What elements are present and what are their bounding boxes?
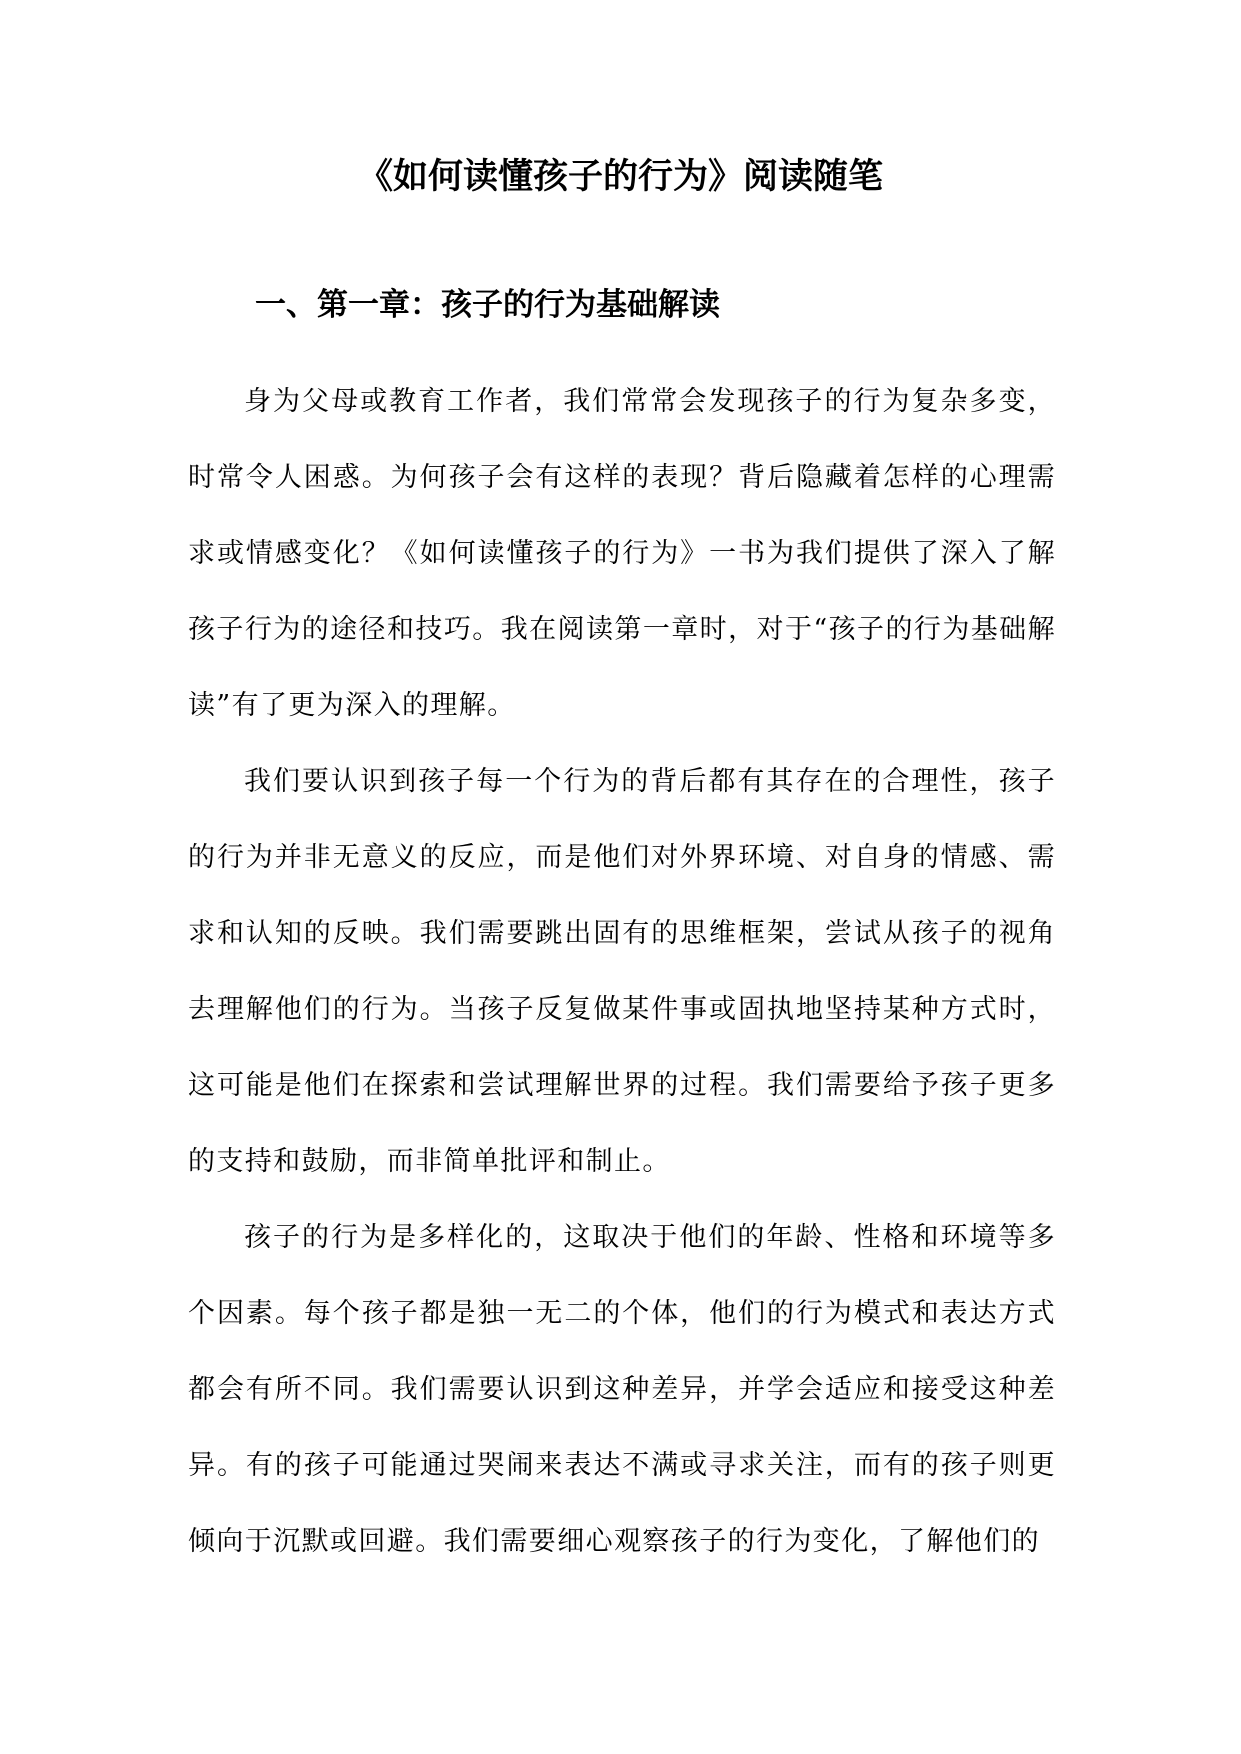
paragraph: 身为父母或教育工作者，我们常常会发现孩子的行为复杂多变，时常令人困惑。为何孩子会有这样的表现？背后隐藏着怎样的心理需求或情感变化？《如何读懂孩子的行为》一书为我们提供了深入了解孩子行为的途径和技巧。我在阅读第一章时，对于“孩子的行为基础解读”有了更为深入的理解。	[188, 386, 1056, 721]
document-title: 《如何读懂孩子的行为》阅读随笔	[357, 157, 883, 197]
paragraph: 孩子的行为是多样化的，这取决于他们的年龄、性格和环境等多个因素。每个孩子都是独一无二的个体，他们的行为模式和表达方式都会有所不同。我们需要认识到这种差异，并学会适应和接受这种差异。有的孩子可能通过哭闹来表达不满或寻求关注，而有的孩子则更倾向于沉默或回避。我们需要细心观察孩子的行为变化，了解他们的	[188, 1222, 1056, 1557]
paragraph: 我们要认识到孩子每一个行为的背后都有其存在的合理性，孩子的行为并非无意义的反应，而是他们对外界环境、对自身的情感、需求和认知的反映。我们需要跳出固有的思维框架，尝试从孩子的视角去理解他们的行为。当孩子反复做某件事或固执地坚持某种方式时，这可能是他们在探索和尝试理解世界的过程。我们需要给予孩子更多的支持和鼓励，而非简单批评和制止。	[188, 766, 1056, 1177]
document-body	[188, 364, 1056, 1580]
section-heading: 一、第一章：孩子的行为基础解读	[255, 287, 720, 323]
